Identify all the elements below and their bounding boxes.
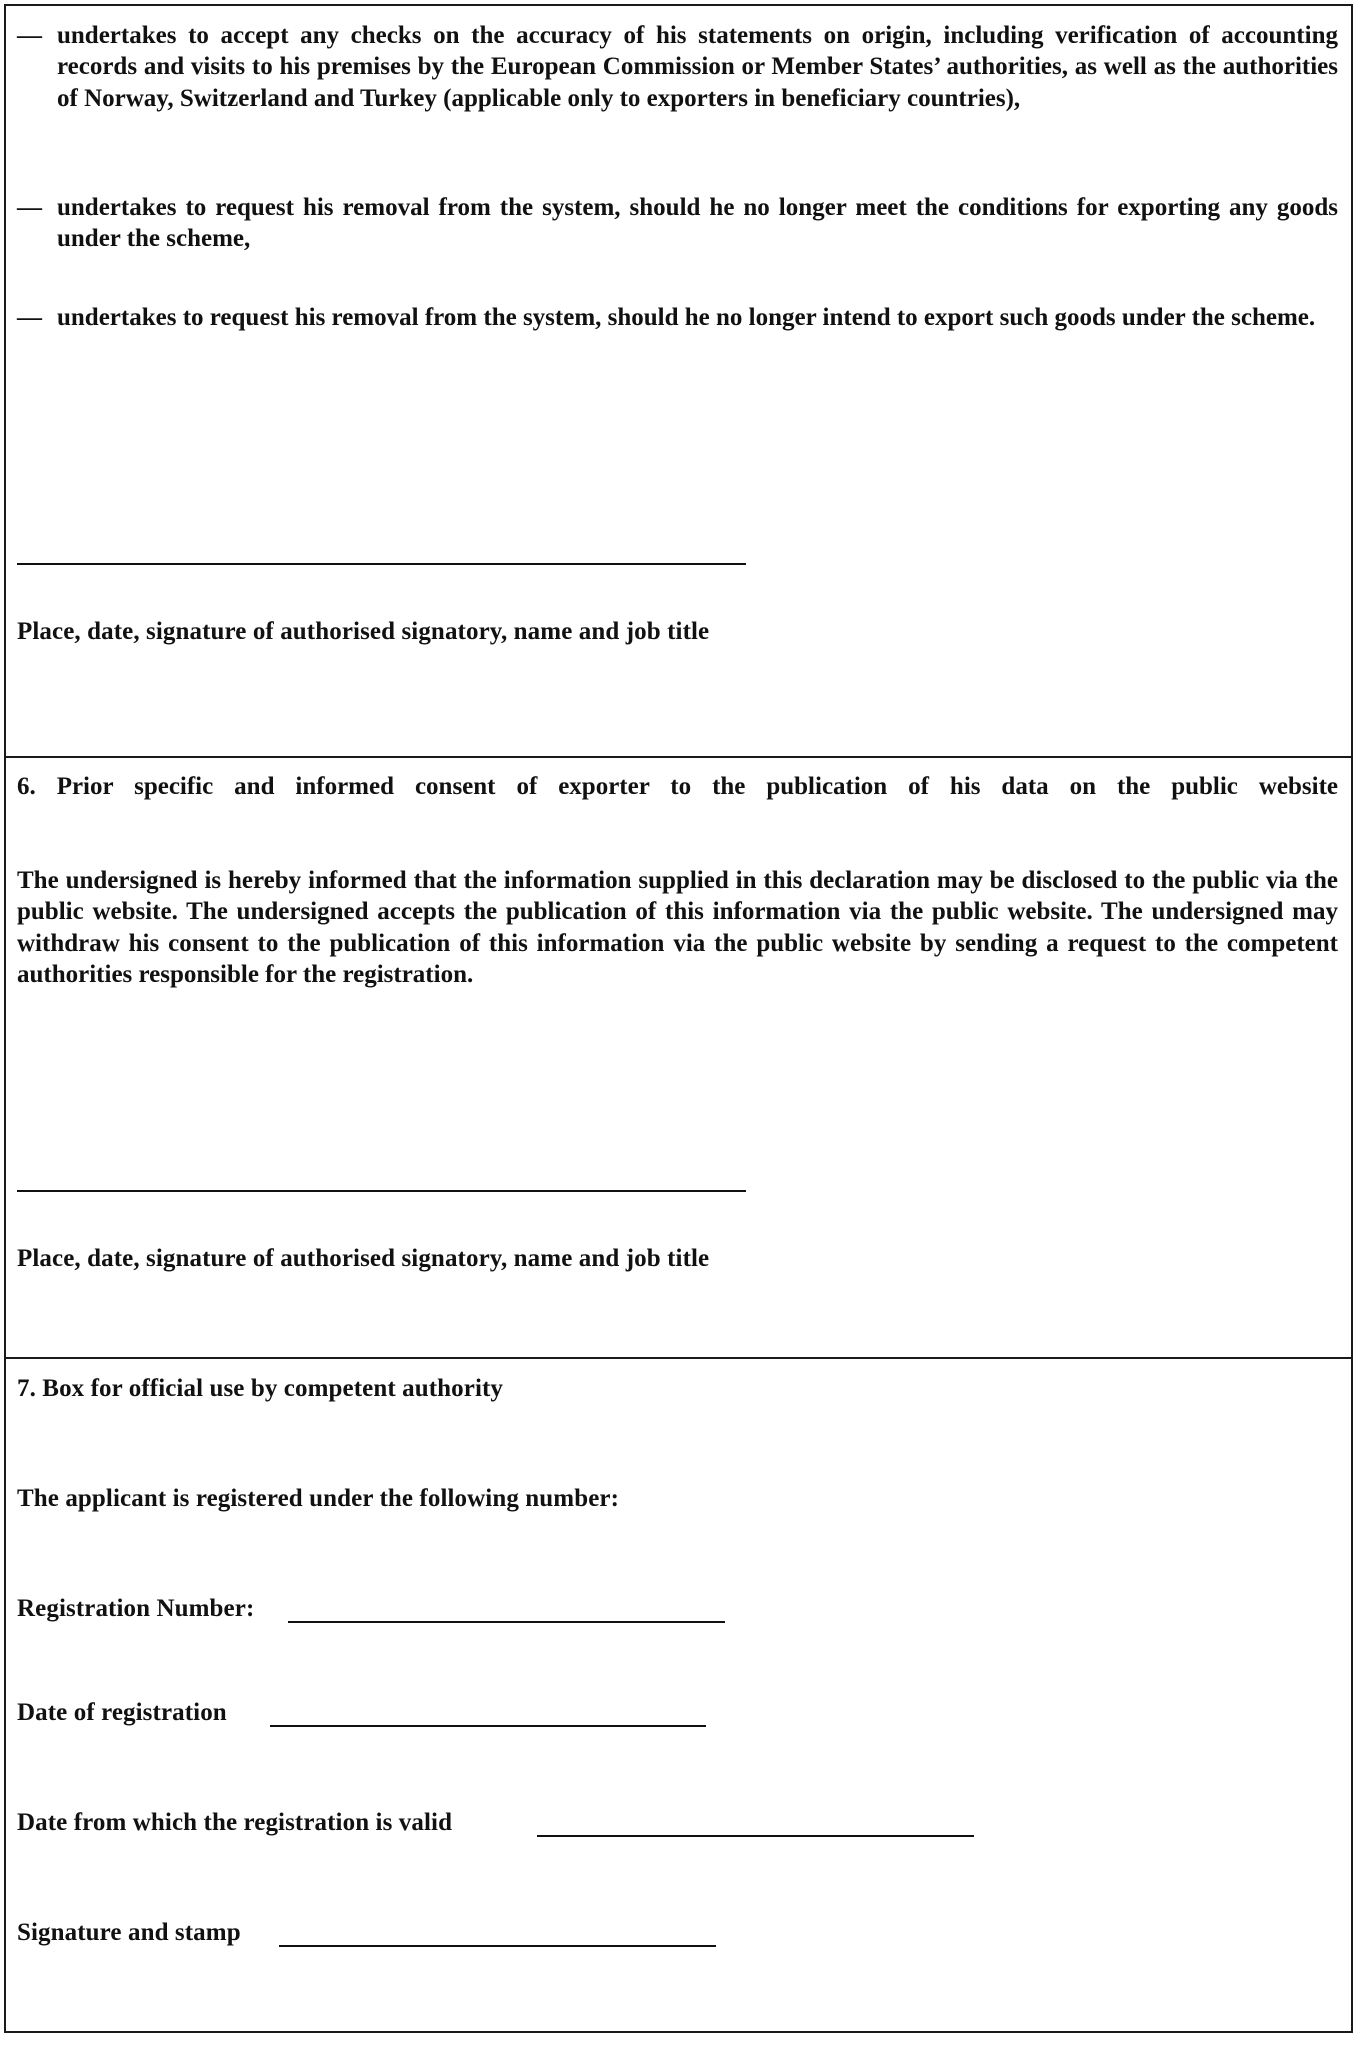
signature-and-stamp-label: Signature and stamp (17, 1919, 241, 1946)
undertaking-text: undertakes to request his removal from the system, should he no longer meet the conditions for exporting any goods under the scheme, (57, 194, 1338, 253)
consent-paragraph: The undersigned is hereby informed that the information supplied in this declaration may be disclosed to the public via the public website. The undersigned accepts the publication of this information via the public website. The undersigned may withdraw his consent to the publication of this information via the public website by sending a request to the competent authorities responsible for the registration. (17, 867, 1338, 988)
em-dash-bullet-icon: — (17, 194, 42, 221)
em-dash-bullet-icon: — (17, 304, 42, 331)
registration-number-label: Registration Number: (17, 1595, 255, 1622)
date-of-registration-label: Date of registration (17, 1699, 227, 1726)
signature-caption: Place, date, signature of authorised signatory, name and job title (17, 618, 710, 645)
signature-and-stamp-input-line[interactable] (279, 1945, 716, 1947)
registration-intro: The applicant is registered under the following number: (17, 1485, 620, 1512)
date-valid-from-label: Date from which the registration is valid (17, 1809, 453, 1836)
date-of-registration-input-line[interactable] (270, 1725, 706, 1727)
undertaking-text: undertakes to accept any checks on the accuracy of his statements on origin, including verification of accounting records and visits to his premises by the European Commission or Member States’ authorities, as well as the authorities of Norway, Switzerland and Turkey (applicable only to exporters in beneficiary countries), (57, 22, 1338, 112)
undertaking-text: undertakes to request his removal from the system, should he no longer intend to export such goods under the scheme. (57, 304, 1316, 331)
section-7-heading: 7. Box for official use by competent authority (17, 1375, 504, 1402)
signature-line[interactable] (17, 1190, 746, 1192)
signature-caption: Place, date, signature of authorised signatory, name and job title (17, 1245, 710, 1272)
em-dash-bullet-icon: — (17, 22, 42, 49)
section-divider (4, 756, 1353, 758)
registration-number-input-line[interactable] (288, 1621, 725, 1623)
section-6-heading: 6. Prior specific and informed consent of exporter to the publication of his data on the public website (17, 773, 1338, 800)
signature-line[interactable] (17, 563, 746, 565)
date-valid-from-input-line[interactable] (537, 1835, 974, 1837)
section-divider (4, 1357, 1353, 1359)
